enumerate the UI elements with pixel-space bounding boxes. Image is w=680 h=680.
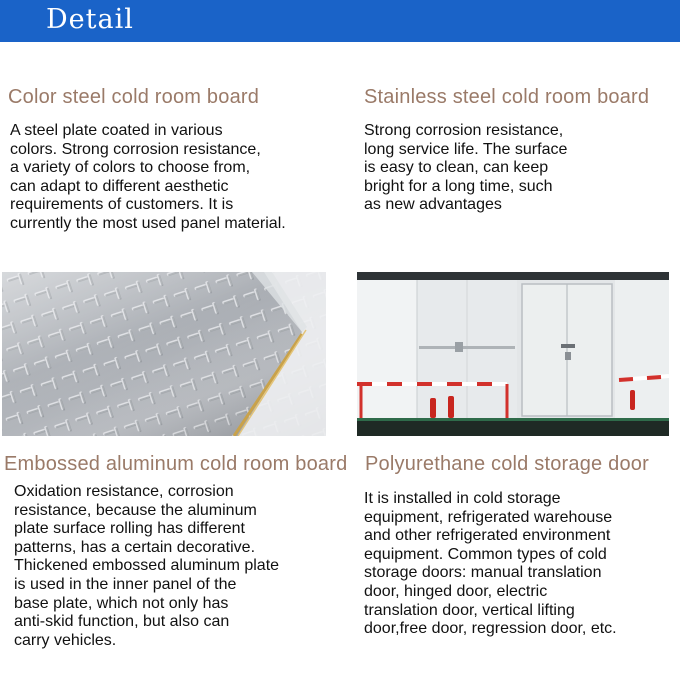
embossed-aluminum-title: Embossed aluminum cold room board	[4, 453, 348, 475]
polyurethane-door-description: It is installed in cold storage equipment, refrigerated warehouse and other refrigerated environment equipment. Common types of cold storage doors: manual translation door, hinged door, electric translation door, vertical lifting door,free door, regression door, etc.	[364, 490, 617, 638]
stainless-steel-title: Stainless steel cold room board	[364, 86, 650, 108]
page-title: Detail	[46, 4, 134, 35]
color-steel-description: A steel plate coated in various colors. Strong corrosion resistance, a variety of colors to choose from, can adapt to different aesthetic requirements of customers. It is currently the most used panel material.	[10, 122, 286, 232]
polyurethane-door-title: Polyurethane cold storage door	[365, 453, 649, 475]
color-steel-title: Color steel cold room board	[8, 86, 260, 108]
cold-storage-door-photo	[357, 272, 669, 436]
embossed-aluminum-description: Oxidation resistance, corrosion resistance, because the aluminum plate surface rolling has different patterns, has a certain decorative. Thickened embossed aluminum plate is used in the inner panel of the base plate, which not only has anti-skid function, but also can carry vehicles.	[14, 483, 280, 649]
stainless-steel-description: Strong corrosion resistance, long service life. The surface is easy to clean, can keep bright for a long time, such as new advantages	[364, 122, 568, 214]
header-banner	[0, 0, 680, 42]
embossed-aluminum-plate-photo	[2, 272, 326, 436]
